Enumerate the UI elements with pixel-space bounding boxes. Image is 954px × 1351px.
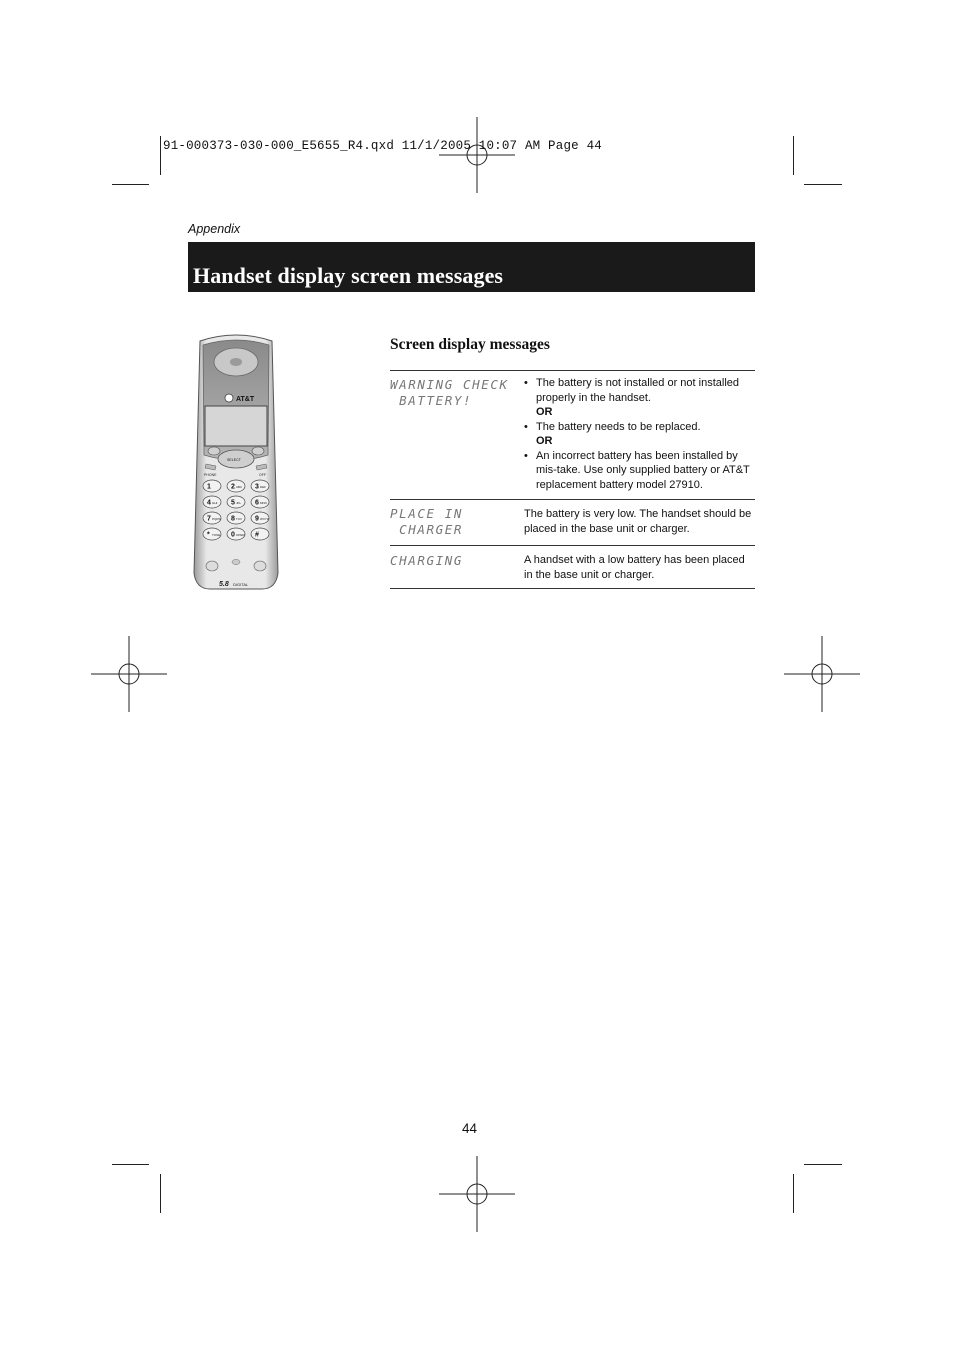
or-separator: OR <box>536 406 553 418</box>
svg-text:GHI: GHI <box>212 501 218 505</box>
crop-mark <box>793 1174 794 1213</box>
lcd-message-place-in-charger: PLACE IN CHARGER <box>390 506 464 537</box>
registration-mark-bottom <box>439 1156 515 1232</box>
keypad-key-5 <box>227 496 245 508</box>
svg-text:0: 0 <box>231 531 235 539</box>
keypad-key-0 <box>227 528 245 540</box>
or-separator: OR <box>536 435 553 447</box>
svg-text:DEF: DEF <box>260 485 266 489</box>
title-bar <box>188 242 755 292</box>
svg-text:6: 6 <box>255 499 259 507</box>
section-label: Appendix <box>188 222 241 236</box>
off-key-label: OFF <box>259 473 266 477</box>
svg-text:JKL: JKL <box>236 501 242 505</box>
page-number: 44 <box>462 1121 478 1136</box>
svg-text:2: 2 <box>231 483 235 491</box>
model-badge: 5.8 <box>219 581 229 588</box>
keypad-key-2 <box>227 480 245 492</box>
svg-text:9: 9 <box>255 515 259 523</box>
keypad-key-3 <box>251 480 269 492</box>
crop-mark <box>160 1174 161 1213</box>
registration-mark-right <box>784 636 860 712</box>
message-description-1 <box>524 376 754 492</box>
svg-text:MNO: MNO <box>260 501 267 505</box>
svg-text:#: # <box>255 531 259 539</box>
message-description-3: A handset with a low battery has been placed in the base unit or charger. <box>524 554 745 581</box>
table-rule <box>390 588 755 589</box>
registration-mark-top <box>439 117 515 193</box>
table-rule <box>390 545 755 546</box>
registration-mark-left <box>91 636 167 712</box>
message-description-2: The battery is very low. The handset should be placed in the base unit or charger. <box>524 508 752 535</box>
subheading: Screen display messages <box>390 336 550 353</box>
table-rule <box>390 370 755 371</box>
svg-text:*: * <box>207 531 210 539</box>
svg-text:3: 3 <box>255 483 259 491</box>
keypad-key-8 <box>227 512 245 524</box>
svg-text:PQRS: PQRS <box>212 517 221 521</box>
keypad-key-9 <box>251 512 269 524</box>
keypad-key-star <box>203 528 221 540</box>
page-title: Handset display screen messages <box>193 263 504 288</box>
keypad-key-4 <box>203 496 221 508</box>
keypad-key-hash <box>251 528 269 540</box>
handset-illustration <box>192 333 280 591</box>
svg-text:WXYZ: WXYZ <box>260 517 269 521</box>
keypad-key-1 <box>203 480 221 492</box>
bullet-item: • An incorrect battery has been installed by mis-take. Use only supplied battery or AT&T replacement battery model 27910. <box>524 449 754 493</box>
svg-text:1: 1 <box>207 483 211 491</box>
crop-mark <box>804 184 842 185</box>
keypad-key-6 <box>251 496 269 508</box>
file-header: 91-000373-030-000_E5655_R4.qxd 11/1/2005 10:07 AM Page 44 <box>163 139 602 153</box>
handset-brand-text: AT&T <box>236 396 255 403</box>
bullet-item: • The battery is not installed or not installed properly in the handset. <box>524 376 754 405</box>
crop-mark <box>793 136 794 175</box>
svg-text:ABC: ABC <box>236 485 243 489</box>
select-key-label: SELECT <box>227 458 241 462</box>
lcd-message-charging: CHARGING <box>390 553 464 568</box>
keypad-key-7 <box>203 512 221 524</box>
svg-text:TONE: TONE <box>212 533 221 537</box>
svg-text:7: 7 <box>207 515 211 523</box>
svg-text:4: 4 <box>207 499 211 507</box>
lcd-message-warning-check-battery: WARNING CHECK BATTERY! <box>390 377 509 408</box>
model-badge-word: DIGITAL <box>233 582 249 587</box>
bullet-item: • The battery needs to be replaced. <box>524 420 754 435</box>
svg-text:5: 5 <box>231 499 235 507</box>
crop-mark <box>112 1164 149 1165</box>
table-rule <box>390 499 755 500</box>
svg-text:TUV: TUV <box>236 517 242 521</box>
crop-mark <box>112 184 149 185</box>
svg-text:OPER: OPER <box>236 533 245 537</box>
phone-key-label: PHONE <box>204 473 217 477</box>
crop-mark <box>160 136 161 175</box>
crop-mark <box>804 1164 842 1165</box>
svg-text:8: 8 <box>231 515 235 523</box>
